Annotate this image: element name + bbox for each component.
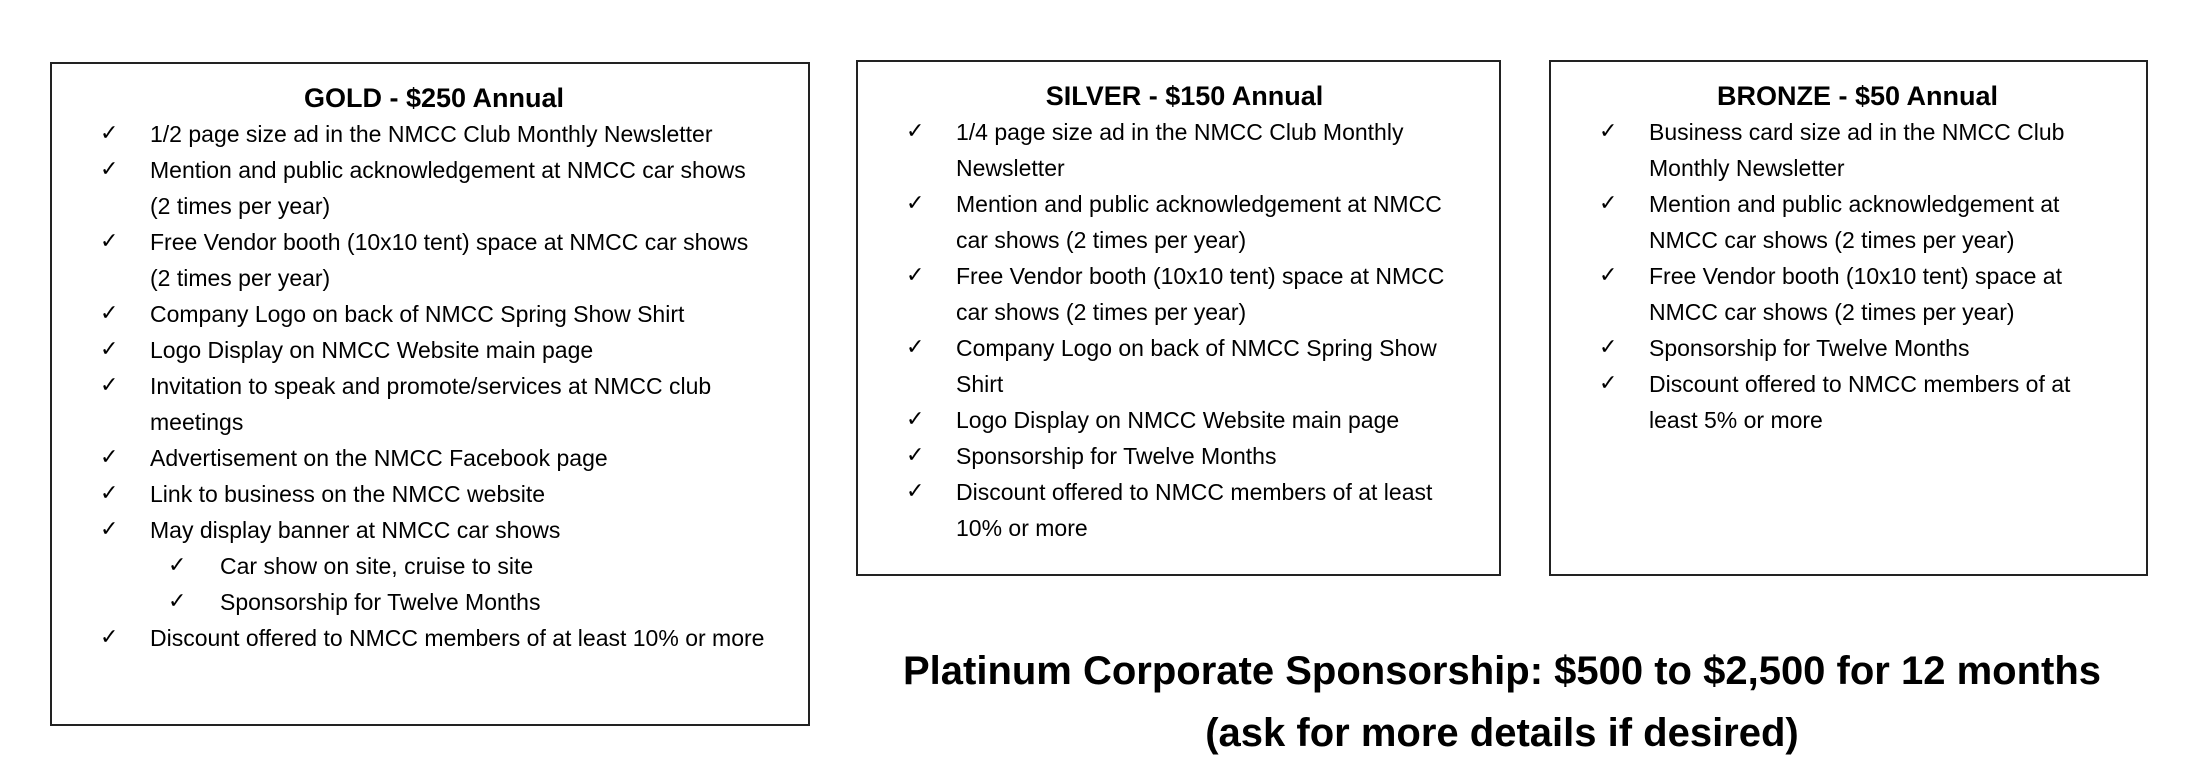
checkmark-icon: ✓ [100, 301, 119, 326]
list-item: ✓ Mention and public acknowledgement at NMCC car shows (2 times per year) [100, 152, 768, 224]
checkmark-icon: ✓ [100, 373, 119, 398]
silver-benefits-list [906, 114, 1463, 546]
checkmark-icon: ✓ [1599, 191, 1618, 216]
platinum-sponsorship-note [856, 640, 2148, 764]
list-item: ✓ 1/2 page size ad in the NMCC Club Monthly Newsletter [100, 116, 768, 152]
list-item: ✓ Discount offered to NMCC members of at least 5% or more [1599, 366, 2116, 438]
checkmark-icon: ✓ [100, 337, 119, 362]
bronze-tier-box [1549, 60, 2148, 576]
list-item: ✓ Free Vendor booth (10x10 tent) space at NMCC car shows (2 times per year) [906, 258, 1463, 330]
list-item: ✓ Logo Display on NMCC Website main page [100, 332, 768, 368]
checkmark-icon: ✓ [906, 479, 925, 504]
list-item: ✓ Mention and public acknowledgement at NMCC car shows (2 times per year) [906, 186, 1463, 258]
silver-tier-title: SILVER - $150 Annual [1045, 81, 1324, 111]
checkmark-icon: ✓ [1599, 263, 1618, 288]
checkmark-icon: ✓ [1599, 371, 1618, 396]
list-item: ✓ May display banner at NMCC car shows [100, 512, 768, 548]
list-item: ✓ Free Vendor booth (10x10 tent) space at NMCC car shows (2 times per year) [1599, 258, 2116, 330]
list-item: ✓ Link to business on the NMCC website [100, 476, 768, 512]
silver-tier-box [856, 60, 1501, 576]
checkmark-icon: ✓ [100, 625, 119, 650]
list-item: ✓ Business card size ad in the NMCC Club Monthly Newsletter [1599, 114, 2116, 186]
checkmark-icon: ✓ [906, 335, 925, 360]
list-item: ✓ Sponsorship for Twelve Months [906, 438, 1463, 474]
list-item: ✓ Free Vendor booth (10x10 tent) space at NMCC car shows (2 times per year) [100, 224, 768, 296]
checkmark-icon: ✓ [906, 443, 925, 468]
checkmark-icon: ✓ [906, 191, 925, 216]
platinum-line-2: (ask for more details if desired) [1205, 711, 1799, 755]
checkmark-icon: ✓ [1599, 119, 1618, 144]
list-item: ✓ Company Logo on back of NMCC Spring Show Shirt [100, 296, 768, 332]
list-item: ✓ Invitation to speak and promote/services at NMCC club meetings [100, 368, 768, 440]
checkmark-icon: ✓ [906, 119, 925, 144]
list-item: ✓ Logo Display on NMCC Website main page [906, 402, 1463, 438]
list-item: ✓ Advertisement on the NMCC Facebook page [100, 440, 768, 476]
list-item: ✓ Company Logo on back of NMCC Spring Show Shirt [906, 330, 1463, 402]
platinum-line-1: Platinum Corporate Sponsorship: $500 to $2,500 for 12 months [902, 649, 2102, 693]
bronze-benefits-list [1599, 114, 2116, 438]
list-item: ✓ Mention and public acknowledgement at NMCC car shows (2 times per year) [1599, 186, 2116, 258]
sub-list-item: ✓ Car show on site, cruise to site [100, 548, 768, 584]
checkmark-icon: ✓ [100, 481, 119, 506]
checkmark-icon: ✓ [100, 229, 119, 254]
checkmark-icon: ✓ [168, 553, 187, 578]
bronze-tier-title: BRONZE - $50 Annual [1716, 81, 1999, 111]
gold-benefits-list [100, 116, 768, 656]
list-item: ✓ Sponsorship for Twelve Months [1599, 330, 2116, 366]
list-item: ✓ 1/4 page size ad in the NMCC Club Monthly Newsletter [906, 114, 1463, 186]
sub-list-item: ✓ Sponsorship for Twelve Months [100, 584, 768, 620]
checkmark-icon: ✓ [100, 121, 119, 146]
gold-tier-box [50, 62, 810, 726]
checkmark-icon: ✓ [100, 517, 119, 542]
checkmark-icon: ✓ [1599, 335, 1618, 360]
checkmark-icon: ✓ [906, 263, 925, 288]
checkmark-icon: ✓ [100, 157, 119, 182]
list-item: ✓ Discount offered to NMCC members of at least 10% or more [100, 620, 768, 656]
checkmark-icon: ✓ [168, 589, 187, 614]
gold-tier-title: GOLD - $250 Annual [303, 83, 565, 113]
checkmark-icon: ✓ [100, 445, 119, 470]
checkmark-icon: ✓ [906, 407, 925, 432]
list-item: ✓ Discount offered to NMCC members of at least 10% or more [906, 474, 1463, 546]
